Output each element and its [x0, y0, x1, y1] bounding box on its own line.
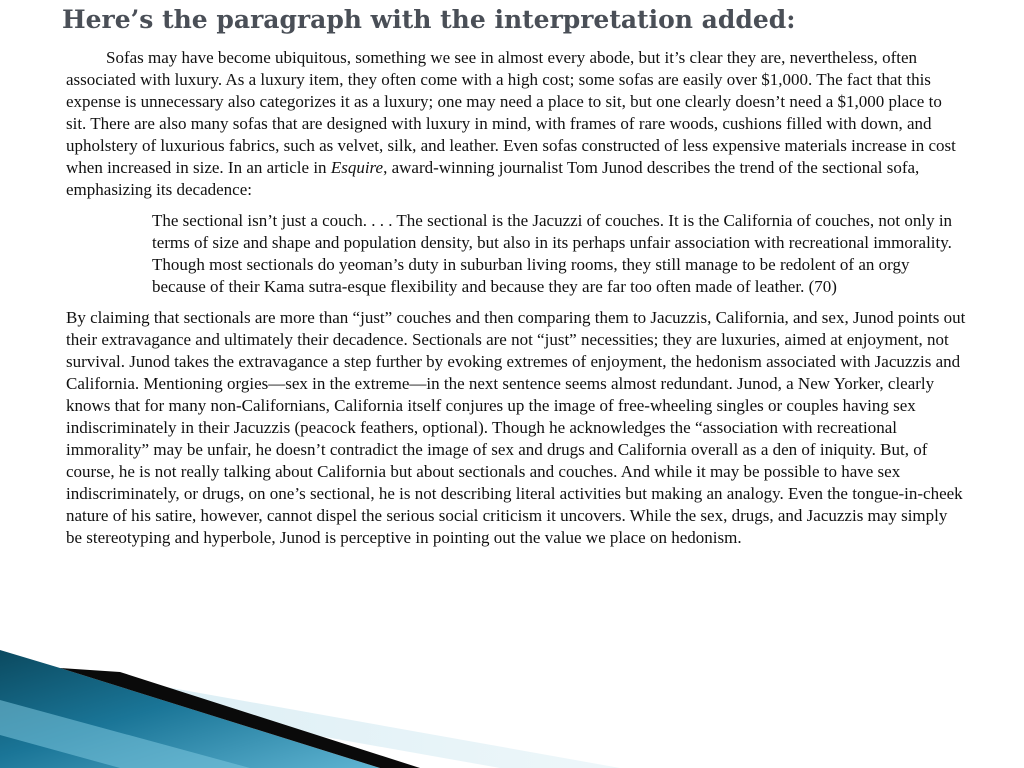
esquire-title: Esquire	[330, 158, 384, 177]
block-quote: The sectional isn’t just a couch. . . . The sectional is the Jacuzzi of couches. It is the California of couches, not only in terms of size and shape and population density, but also in its perhaps unfair association with recreational immorality. Though most sectionals do yeoman’s duty in suburban living rooms, they still manage to be redolent of an orgy because of their Kama sutra-esque flexibility and because they are far too often made of leather. (70)	[152, 211, 953, 296]
slide-title: Here’s the paragraph with the interpretation added:	[62, 5, 796, 34]
paragraph-1-text: Sofas may have become ubiquitous, something we see in almost every abode, but it’s clear they are, nevertheless, often associated with luxury. As a luxury item, they often come with a high cost; some sofas are easily over $1,000. The fact that this expense is unnecessary also categorizes it as a luxury; one may need a place to sit, but one clearly doesn’t need a $1,000 place to sit. There are also many sofas that are designed with luxury in mind, with frames of rare woods, cushions filled with down, and upholstery of luxurious fabrics, such as velvet, silk, and leather. Even sofas constructed of less expensive materials increase in cost when increased in size. In an article in	[66, 48, 956, 177]
paragraph-1-text-end: , award-winning journalist Tom Junod describes the trend of the sectional sofa, emphasizing its decadence:	[66, 158, 920, 199]
body-text	[66, 47, 966, 549]
paragraph-2: By claiming that sectionals are more than “just” couches and then comparing them to Jacuzzis, California, and sex, Junod points out their extravagance and ultimately their decadence. Sectionals are not “just” necessities; they are luxuries, aimed at enjoyment, not survival. Junod takes the extravagance a step further by evoking extremes of enjoyment, the hedonism associated with Jacuzzis and California. Mentioning orgies—sex in the extreme—in the next sentence seems almost redundant. Junod, a New Yorker, clearly knows that for many non-Californians, California itself conjures up the image of free-wheeling singles or couples having sex indiscriminately in their Jacuzzis (peacock feathers, optional). Though he acknowledges the “association with recreational immorality” may be unfair, he doesn’t contradict the image of sex and drugs and California overall as a den of iniquity. But, of course, he is not really talking about California but about sectionals and couches. And while it may be possible to have sex indiscriminately, or drugs, on one’s sectional, he is not describing literal activities but making an analogy. Even the tongue-in-cheek nature of his satire, however, cannot dispel the serious social criticism it uncovers. While the sex, drugs, and Jacuzzis may simply be stereotyping and hyperbole, Junod is perceptive in pointing out the value we place on hedonism.	[66, 308, 966, 547]
paragraph-1	[66, 47, 966, 201]
